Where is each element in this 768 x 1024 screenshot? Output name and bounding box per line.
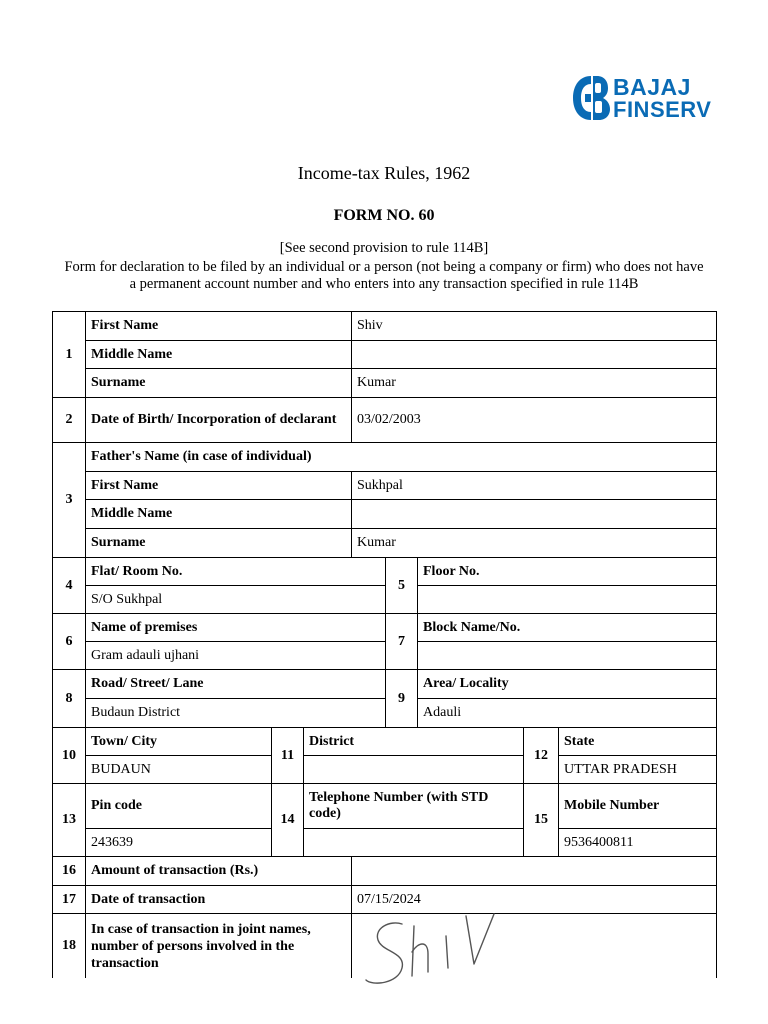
block-name-label: Block Name/No. bbox=[418, 614, 717, 642]
father-middle-name-field[interactable] bbox=[352, 500, 717, 529]
town-city-field[interactable]: BUDAUN bbox=[86, 756, 272, 784]
amount-of-transaction-label: Amount of transaction (Rs.) bbox=[86, 857, 352, 886]
date-of-transaction-field[interactable]: 07/15/2024 bbox=[352, 886, 717, 914]
father-middle-name-label: Middle Name bbox=[86, 500, 352, 529]
town-city-label: Town/ City bbox=[86, 728, 272, 756]
premises-field[interactable]: Gram adauli ujhani bbox=[86, 642, 386, 670]
date-of-transaction-label: Date of transaction bbox=[86, 886, 352, 914]
area-locality-field[interactable]: Adauli bbox=[418, 699, 717, 728]
provision-note: [See second provision to rule 114B] bbox=[279, 240, 489, 256]
bajaj-finserv-logo bbox=[571, 72, 711, 124]
date-of-birth-label: Date of Birth/ Incorporation of declarant bbox=[86, 398, 352, 443]
mobile-number-field[interactable]: 9536400811 bbox=[559, 829, 717, 857]
logo-line-2: FINSERV bbox=[613, 97, 712, 122]
father-surname-label: Surname bbox=[86, 529, 352, 558]
road-street-label: Road/ Street/ Lane bbox=[86, 670, 386, 699]
floor-field[interactable] bbox=[418, 586, 717, 614]
premises-label: Name of premises bbox=[86, 614, 386, 642]
form-description: Form for declaration to be filed by an individual or a person (not being a company or firm) who does not have a permanent account number and who enters into any transaction specified in rule 114B bbox=[64, 259, 704, 292]
middle-name-field[interactable] bbox=[352, 341, 717, 369]
flat-room-label: Flat/ Room No. bbox=[86, 558, 386, 586]
handwritten-signature bbox=[362, 906, 512, 996]
row-number-1: 1 bbox=[53, 312, 86, 398]
amount-of-transaction-field[interactable] bbox=[352, 857, 717, 886]
row-number-14: 14 bbox=[272, 784, 304, 857]
row-number-3: 3 bbox=[53, 443, 86, 558]
row-number-2: 2 bbox=[53, 398, 86, 443]
first-name-field[interactable]: Shiv bbox=[352, 312, 717, 341]
row-number-13: 13 bbox=[53, 784, 86, 857]
joint-names-label: In case of transaction in joint names, number of persons involved in the transaction bbox=[86, 914, 352, 978]
father-surname-field[interactable]: Kumar bbox=[352, 529, 717, 558]
block-name-field[interactable] bbox=[418, 642, 717, 670]
row-number-4: 4 bbox=[53, 558, 86, 614]
date-of-birth-field[interactable]: 03/02/2003 bbox=[352, 398, 717, 443]
logo-line-1: BAJAJ bbox=[613, 74, 691, 100]
father-first-name-field[interactable]: Sukhpal bbox=[352, 472, 717, 500]
row-number-15: 15 bbox=[524, 784, 559, 857]
father-first-name-label: First Name bbox=[86, 472, 352, 500]
row-number-6: 6 bbox=[53, 614, 86, 670]
district-field[interactable] bbox=[304, 756, 524, 784]
form-title: FORM NO. 60 bbox=[333, 207, 435, 224]
rules-title: Income-tax Rules, 1962 bbox=[297, 163, 471, 183]
telephone-field[interactable] bbox=[304, 829, 524, 857]
row-number-5: 5 bbox=[386, 558, 418, 614]
road-street-field[interactable]: Budaun District bbox=[86, 699, 386, 728]
district-label: District bbox=[304, 728, 524, 756]
row-number-7: 7 bbox=[386, 614, 418, 670]
row-number-9: 9 bbox=[386, 670, 418, 728]
first-name-label: First Name bbox=[86, 312, 352, 341]
row-number-12: 12 bbox=[524, 728, 559, 784]
row-number-10: 10 bbox=[53, 728, 86, 784]
surname-label: Surname bbox=[86, 369, 352, 398]
surname-field[interactable]: Kumar bbox=[352, 369, 717, 398]
mobile-number-label: Mobile Number bbox=[559, 784, 717, 829]
row-number-18: 18 bbox=[53, 914, 86, 978]
area-locality-label: Area/ Locality bbox=[418, 670, 717, 699]
telephone-label: Telephone Number (with STD code) bbox=[304, 784, 524, 829]
pin-code-label: Pin code bbox=[86, 784, 272, 829]
row-number-16: 16 bbox=[53, 857, 86, 886]
pin-code-field[interactable]: 243639 bbox=[86, 829, 272, 857]
form-60-table bbox=[52, 311, 717, 978]
row-number-17: 17 bbox=[53, 886, 86, 914]
state-label: State bbox=[559, 728, 717, 756]
flat-room-field[interactable]: S/O Sukhpal bbox=[86, 586, 386, 614]
middle-name-label: Middle Name bbox=[86, 341, 352, 369]
row-number-8: 8 bbox=[53, 670, 86, 728]
fathers-name-heading: Father's Name (in case of individual) bbox=[86, 443, 717, 472]
state-field[interactable]: UTTAR PRADESH bbox=[559, 756, 717, 784]
bajaj-finserv-emblem-icon bbox=[571, 74, 611, 122]
row-number-11: 11 bbox=[272, 728, 304, 784]
floor-label: Floor No. bbox=[418, 558, 717, 586]
